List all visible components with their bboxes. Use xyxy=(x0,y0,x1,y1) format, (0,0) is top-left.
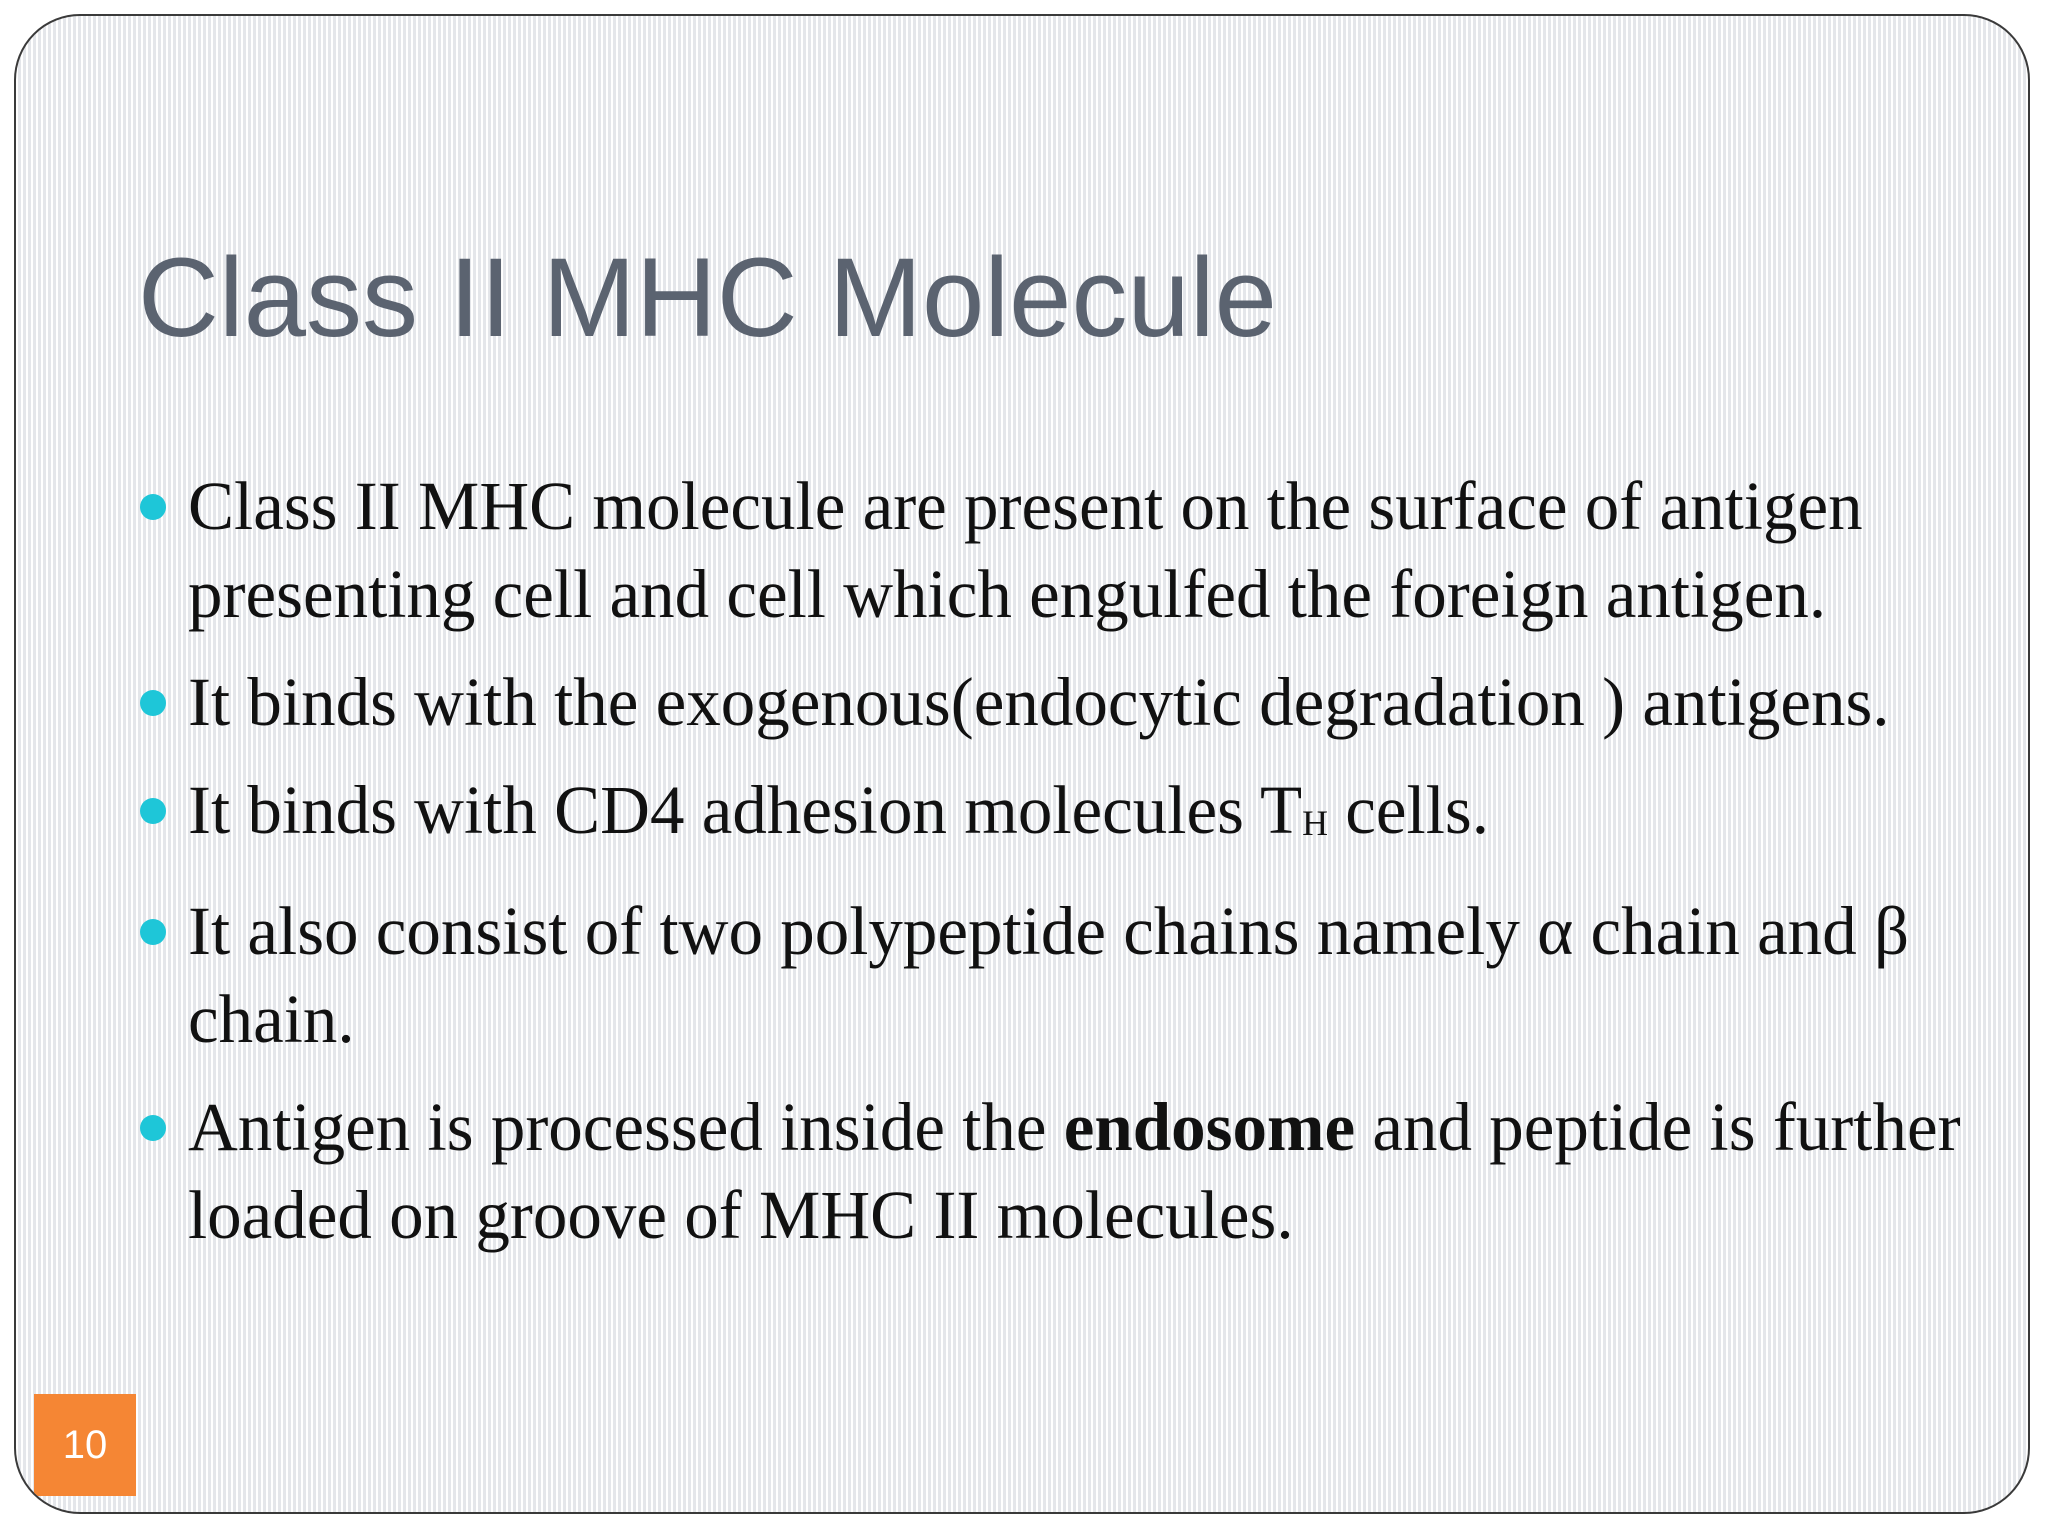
bullet-dot-icon xyxy=(140,690,166,716)
bullet-item-1 xyxy=(188,462,1968,638)
bullet-dot-icon xyxy=(140,798,166,824)
bullet-text: It also consist of two polypeptide chains namely α chain and β chain. xyxy=(188,892,1910,1057)
subscript-h: H xyxy=(1302,802,1329,843)
bullet-item-5 xyxy=(188,1083,1968,1259)
bullet-text: It binds with the exogenous(endocytic degradation ) antigens. xyxy=(188,664,1890,740)
bullet-dot-icon xyxy=(140,494,166,520)
page-number-badge: 10 xyxy=(34,1394,136,1496)
bullet-text-before: It binds with CD4 adhesion molecules T xyxy=(188,772,1303,848)
bullet-item-3 xyxy=(188,766,1968,867)
bullet-text: Class II MHC molecule are present on the surface of antigen presenting cell and cell which engulfed the foreign antigen. xyxy=(188,468,1863,632)
bold-term: endosome xyxy=(1063,1088,1356,1165)
bullet-text-after: cells. xyxy=(1328,772,1489,848)
bullet-item-2 xyxy=(188,658,1968,746)
bullet-item-4 xyxy=(188,887,1968,1063)
bullet-dot-icon xyxy=(140,1115,166,1141)
bullet-text-before: Antigen is processed inside the xyxy=(188,1088,1064,1165)
bullet-list xyxy=(188,462,1968,1279)
slide xyxy=(14,14,2030,1514)
bullet-dot-icon xyxy=(140,919,166,945)
bullet-text-after: and peptide is further loaded on groove of MHC II molecules. xyxy=(188,1088,1961,1253)
slide-title: Class II MHC Molecule xyxy=(138,235,1277,360)
